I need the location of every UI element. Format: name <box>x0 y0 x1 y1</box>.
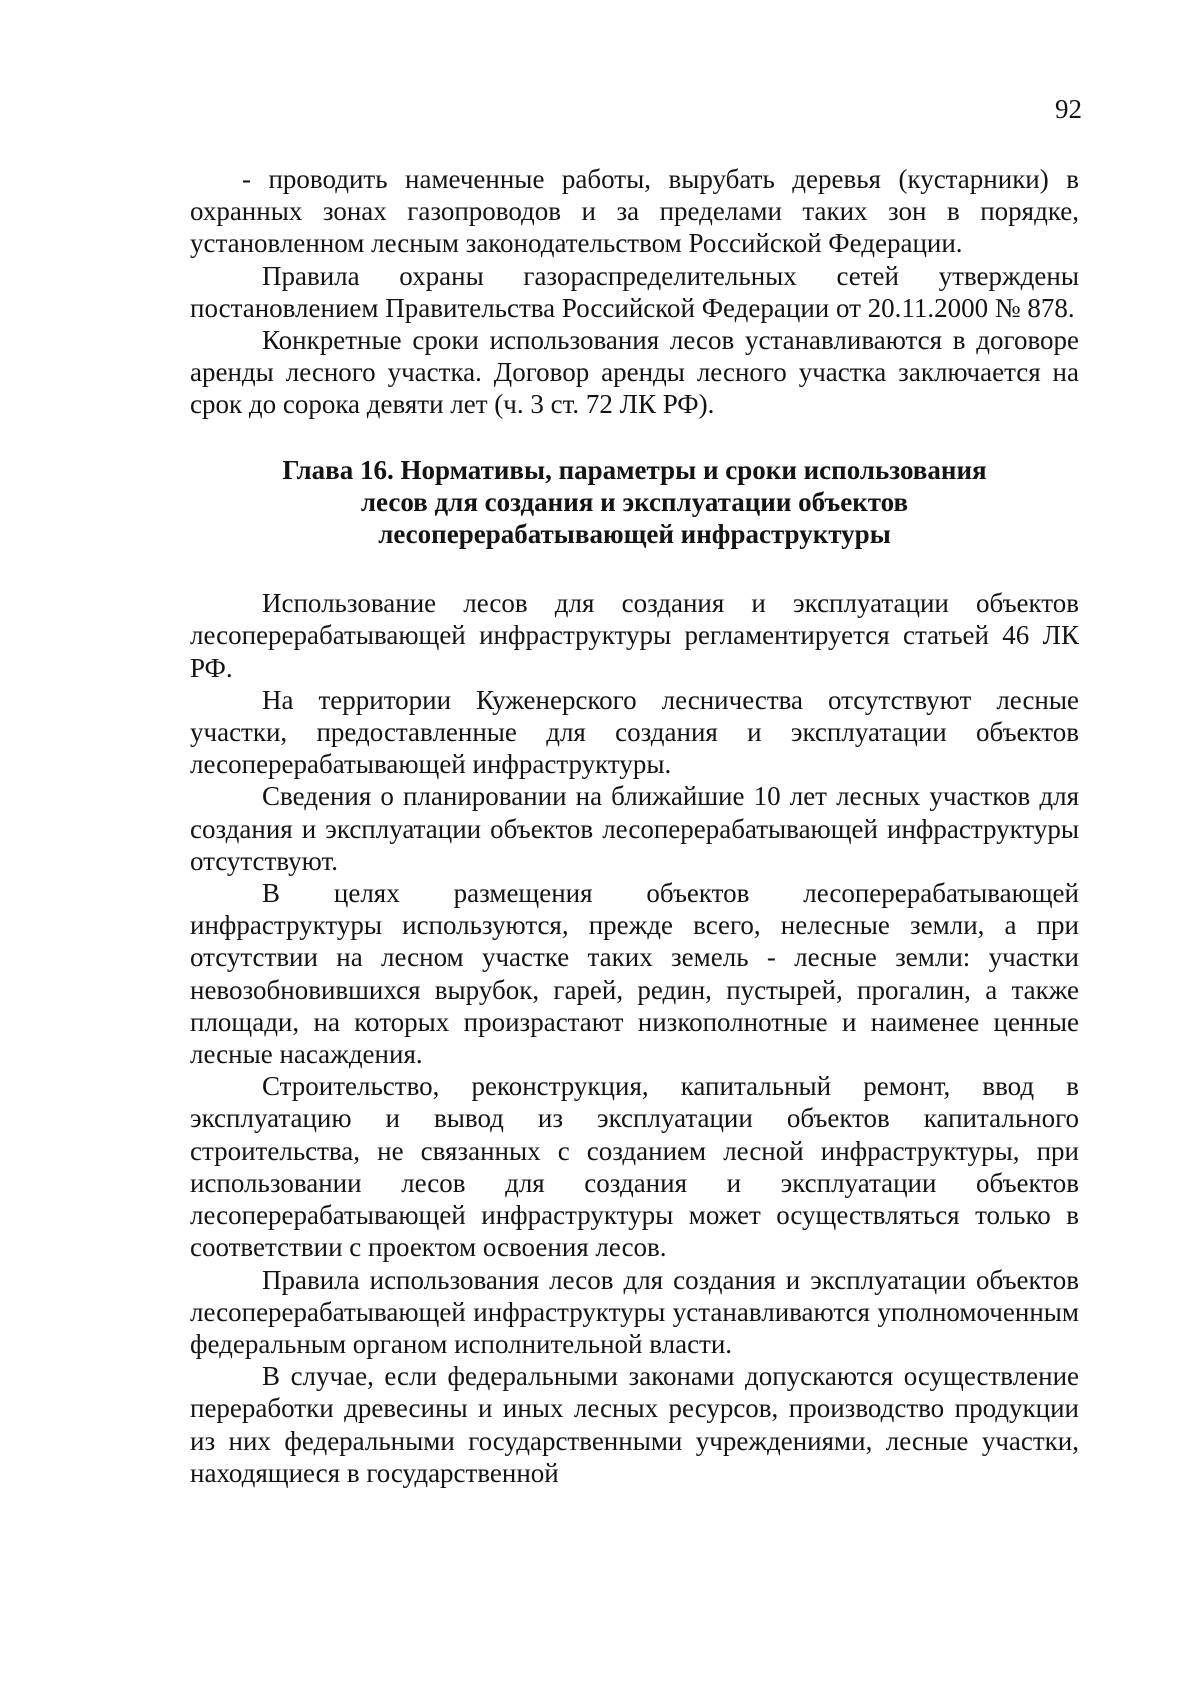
paragraph-chapter-3: Сведения о планировании на ближайшие 10 лет лесных участков для создания и эксплуатации объектов лесоперерабатывающей инфраструктуры отсутствуют. <box>190 781 1079 876</box>
chapter-heading-line-3: лесоперерабатывающей инфраструктуры <box>378 519 891 550</box>
paragraph-chapter-4: В целях размещения объектов лесоперерабатывающей инфраструктуры используются, прежде всего, нелесные земли, а при отсутствии на лесном участке таких земель - лесные земли: участки невозобновившихся вырубок, гарей, редин, пустырей, прогалин, а также площади, на которых произрастают низкополнотные и наименее ценные лесные насаждения. <box>190 878 1079 1070</box>
paragraph-intro-2: Правила охраны газораспределительных сетей утверждены постановлением Правительства Российской Федерации от 20.11.2000 № 878. <box>190 260 1079 323</box>
page-number: 92 <box>1055 94 1082 124</box>
paragraph-chapter-1: Использование лесов для создания и эксплуатации объектов лесоперерабатывающей инфраструктуры регламентируется статьей 46 ЛК РФ. <box>190 588 1079 683</box>
paragraph-chapter-2: На территории Куженерского лесничества отсутствуют лесные участки, предоставленные для создания и эксплуатации объектов лесоперерабатывающей инфраструктуры. <box>190 684 1079 780</box>
paragraph-chapter-5: Строительство, реконструкция, капитальный ремонт, ввод в эксплуатацию и вывод из эксплуатации объектов капитального строительства, не связанных с созданием лесной инфраструктуры, при использовании лесов для создания и эксплуатации объектов лесоперерабатывающей инфраструктуры может осуществляться только в соответствии с проектом освоения лесов. <box>190 1071 1079 1263</box>
paragraph-intro-1: - проводить намеченные работы, вырубать деревья (кустарники) в охранных зонах газопроводов и за пределами таких зон в порядке, установленном лесным законодательством Российской Федерации. <box>190 164 1079 259</box>
document-body <box>190 163 1079 1489</box>
paragraph-chapter-7: В случае, если федеральными законами допускаются осуществление переработки древесины и иных лесных ресурсов, производство продукции из них федеральными государственными учреждениями, лесные участки, находящиеся в государственной <box>190 1361 1079 1488</box>
chapter-heading-line-1: Глава 16. Нормативы, параметры и сроки использования <box>282 454 987 485</box>
chapter-heading <box>190 454 1079 551</box>
paragraph-intro-3: Конкретные сроки использования лесов устанавливаются в договоре аренды лесного участка. Договор аренды лесного участка заключается на срок до сорока девяти лет (ч. 3 ст. 72 ЛК РФ). <box>190 325 1079 420</box>
paragraph-chapter-6: Правила использования лесов для создания и эксплуатации объектов лесоперерабатывающей инфраструктуры устанавливаются уполномоченным федеральным органом исполнительной власти. <box>190 1264 1079 1359</box>
chapter-heading-line-2: лесов для создания и эксплуатации объектов <box>360 486 909 517</box>
